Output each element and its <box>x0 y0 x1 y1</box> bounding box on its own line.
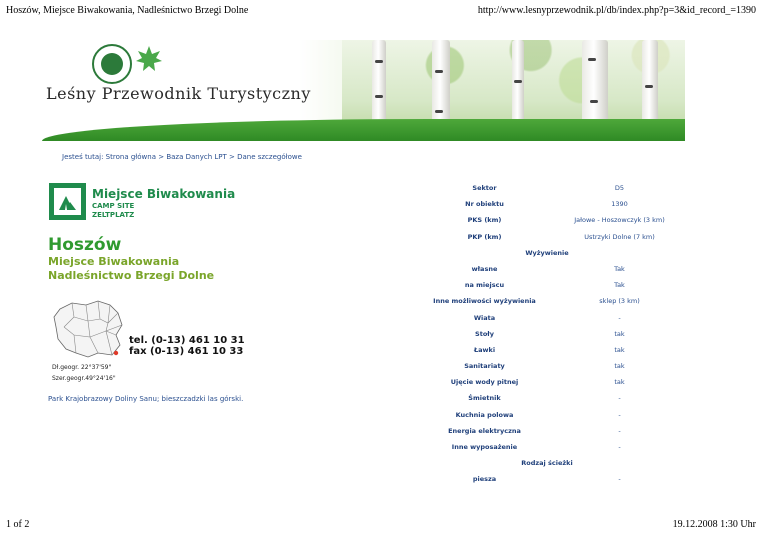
detail-label: Inne wyposażenie <box>451 443 518 451</box>
detail-label: PKP (km) <box>467 232 502 241</box>
print-header-title: Hoszów, Miejsce Biwakowania, Nadleśnictwo Brzegi Dolne <box>6 5 249 16</box>
detail-value: D5 <box>614 184 625 192</box>
detail-value: 1390 <box>611 200 628 209</box>
details-row <box>412 390 752 406</box>
detail-value: - <box>618 410 621 419</box>
section-title: Rodzaj ścieżki <box>521 459 573 468</box>
tent-icon <box>49 183 86 220</box>
detail-value: - <box>618 426 621 435</box>
details-row <box>412 212 752 228</box>
detail-value: - <box>618 443 621 451</box>
place-district: Nadleśnictwo Brzegi Dolne <box>48 269 215 282</box>
details-section-header <box>412 245 752 261</box>
detail-value: Tak <box>614 264 625 273</box>
detail-value: Jałowe - Hoszowczyk (3 km) <box>574 216 665 225</box>
detail-label: Sektor <box>472 184 497 192</box>
lasy-panstwowe-logo-icon <box>92 44 132 84</box>
place-description: Park Krajobrazowy Doliny Sanu; bieszczadzki las górski. <box>48 395 244 403</box>
detail-value: tak <box>614 378 625 387</box>
detail-label: Wiata <box>473 313 496 322</box>
detail-value: sklep (3 km) <box>599 297 640 306</box>
details-row <box>412 180 752 196</box>
breadcrumb[interactable]: Jesteś tutaj: Strona główna > Baza Danych LPT > Dane szczegółowe <box>62 153 302 161</box>
detail-label: Kuchnia polowa <box>455 410 514 419</box>
longitude: Dł.geogr. 22°37'59" <box>52 364 112 371</box>
details-row <box>412 196 752 212</box>
details-row <box>412 471 752 487</box>
detail-label: Sanitariaty <box>464 362 505 371</box>
place-name: Hoszów <box>48 235 122 255</box>
fax-number: fax (0-13) 461 10 33 <box>129 346 244 357</box>
details-row <box>412 423 752 439</box>
detail-label: na miejscu <box>464 281 505 290</box>
print-footer-page: 1 of 2 <box>6 519 30 530</box>
detail-label: PKS (km) <box>467 216 502 225</box>
details-row <box>412 439 752 455</box>
poland-map-icon <box>50 297 130 361</box>
details-row <box>412 293 752 309</box>
detail-label: własne <box>471 264 498 273</box>
camp-category-en: CAMP SITE <box>92 202 135 210</box>
print-footer-datetime: 19.12.2008 1:30 Uhr <box>672 519 756 530</box>
detail-value: tak <box>614 345 625 354</box>
detail-value: tak <box>614 362 625 371</box>
details-row <box>412 374 752 390</box>
detail-label: Ujęcie wody pitnej <box>450 378 519 387</box>
details-row <box>412 342 752 358</box>
camp-category-title: Miejsce Biwakowania <box>92 187 236 201</box>
detail-label: piesza <box>472 475 497 484</box>
detail-value: Ustrzyki Dolne (7 km) <box>584 232 655 241</box>
details-row <box>412 277 752 293</box>
details-row <box>412 310 752 326</box>
details-row <box>412 326 752 342</box>
detail-value: - <box>618 313 621 322</box>
detail-value: - <box>618 394 621 403</box>
camp-category-de: ZELTPLATZ <box>92 211 135 219</box>
details-table <box>412 180 752 488</box>
section-title: Wyżywienie <box>525 248 569 257</box>
site-banner <box>42 40 685 141</box>
phone-number: tel. (0-13) 461 10 31 <box>129 335 245 346</box>
detail-label: Inne możliwości wyżywienia <box>433 297 536 306</box>
detail-label: Śmietnik <box>468 394 501 403</box>
banner-green-band <box>42 119 685 141</box>
details-row <box>412 261 752 277</box>
latitude: Szer.geogr.49°24'16" <box>52 375 116 382</box>
detail-label: Nr obiektu <box>465 200 504 209</box>
detail-label: Ławki <box>473 345 496 354</box>
details-section-header <box>412 455 752 471</box>
site-title[interactable]: Leśny Przewodnik Turystyczny <box>46 84 311 103</box>
detail-value: tak <box>614 329 625 338</box>
detail-value: Tak <box>614 281 625 290</box>
details-row <box>412 407 752 423</box>
place-type: Miejsce Biwakowania <box>48 255 180 268</box>
maple-leaf-icon <box>134 44 164 74</box>
print-header-url: http://www.lesnyprzewodnik.pl/db/index.php?p=3&id_record_=1390 <box>477 5 756 16</box>
detail-label: Stoły <box>475 329 494 338</box>
details-row <box>412 358 752 374</box>
details-row <box>412 229 752 245</box>
detail-label: Energia elektryczna <box>448 426 521 435</box>
detail-value: - <box>618 475 621 484</box>
